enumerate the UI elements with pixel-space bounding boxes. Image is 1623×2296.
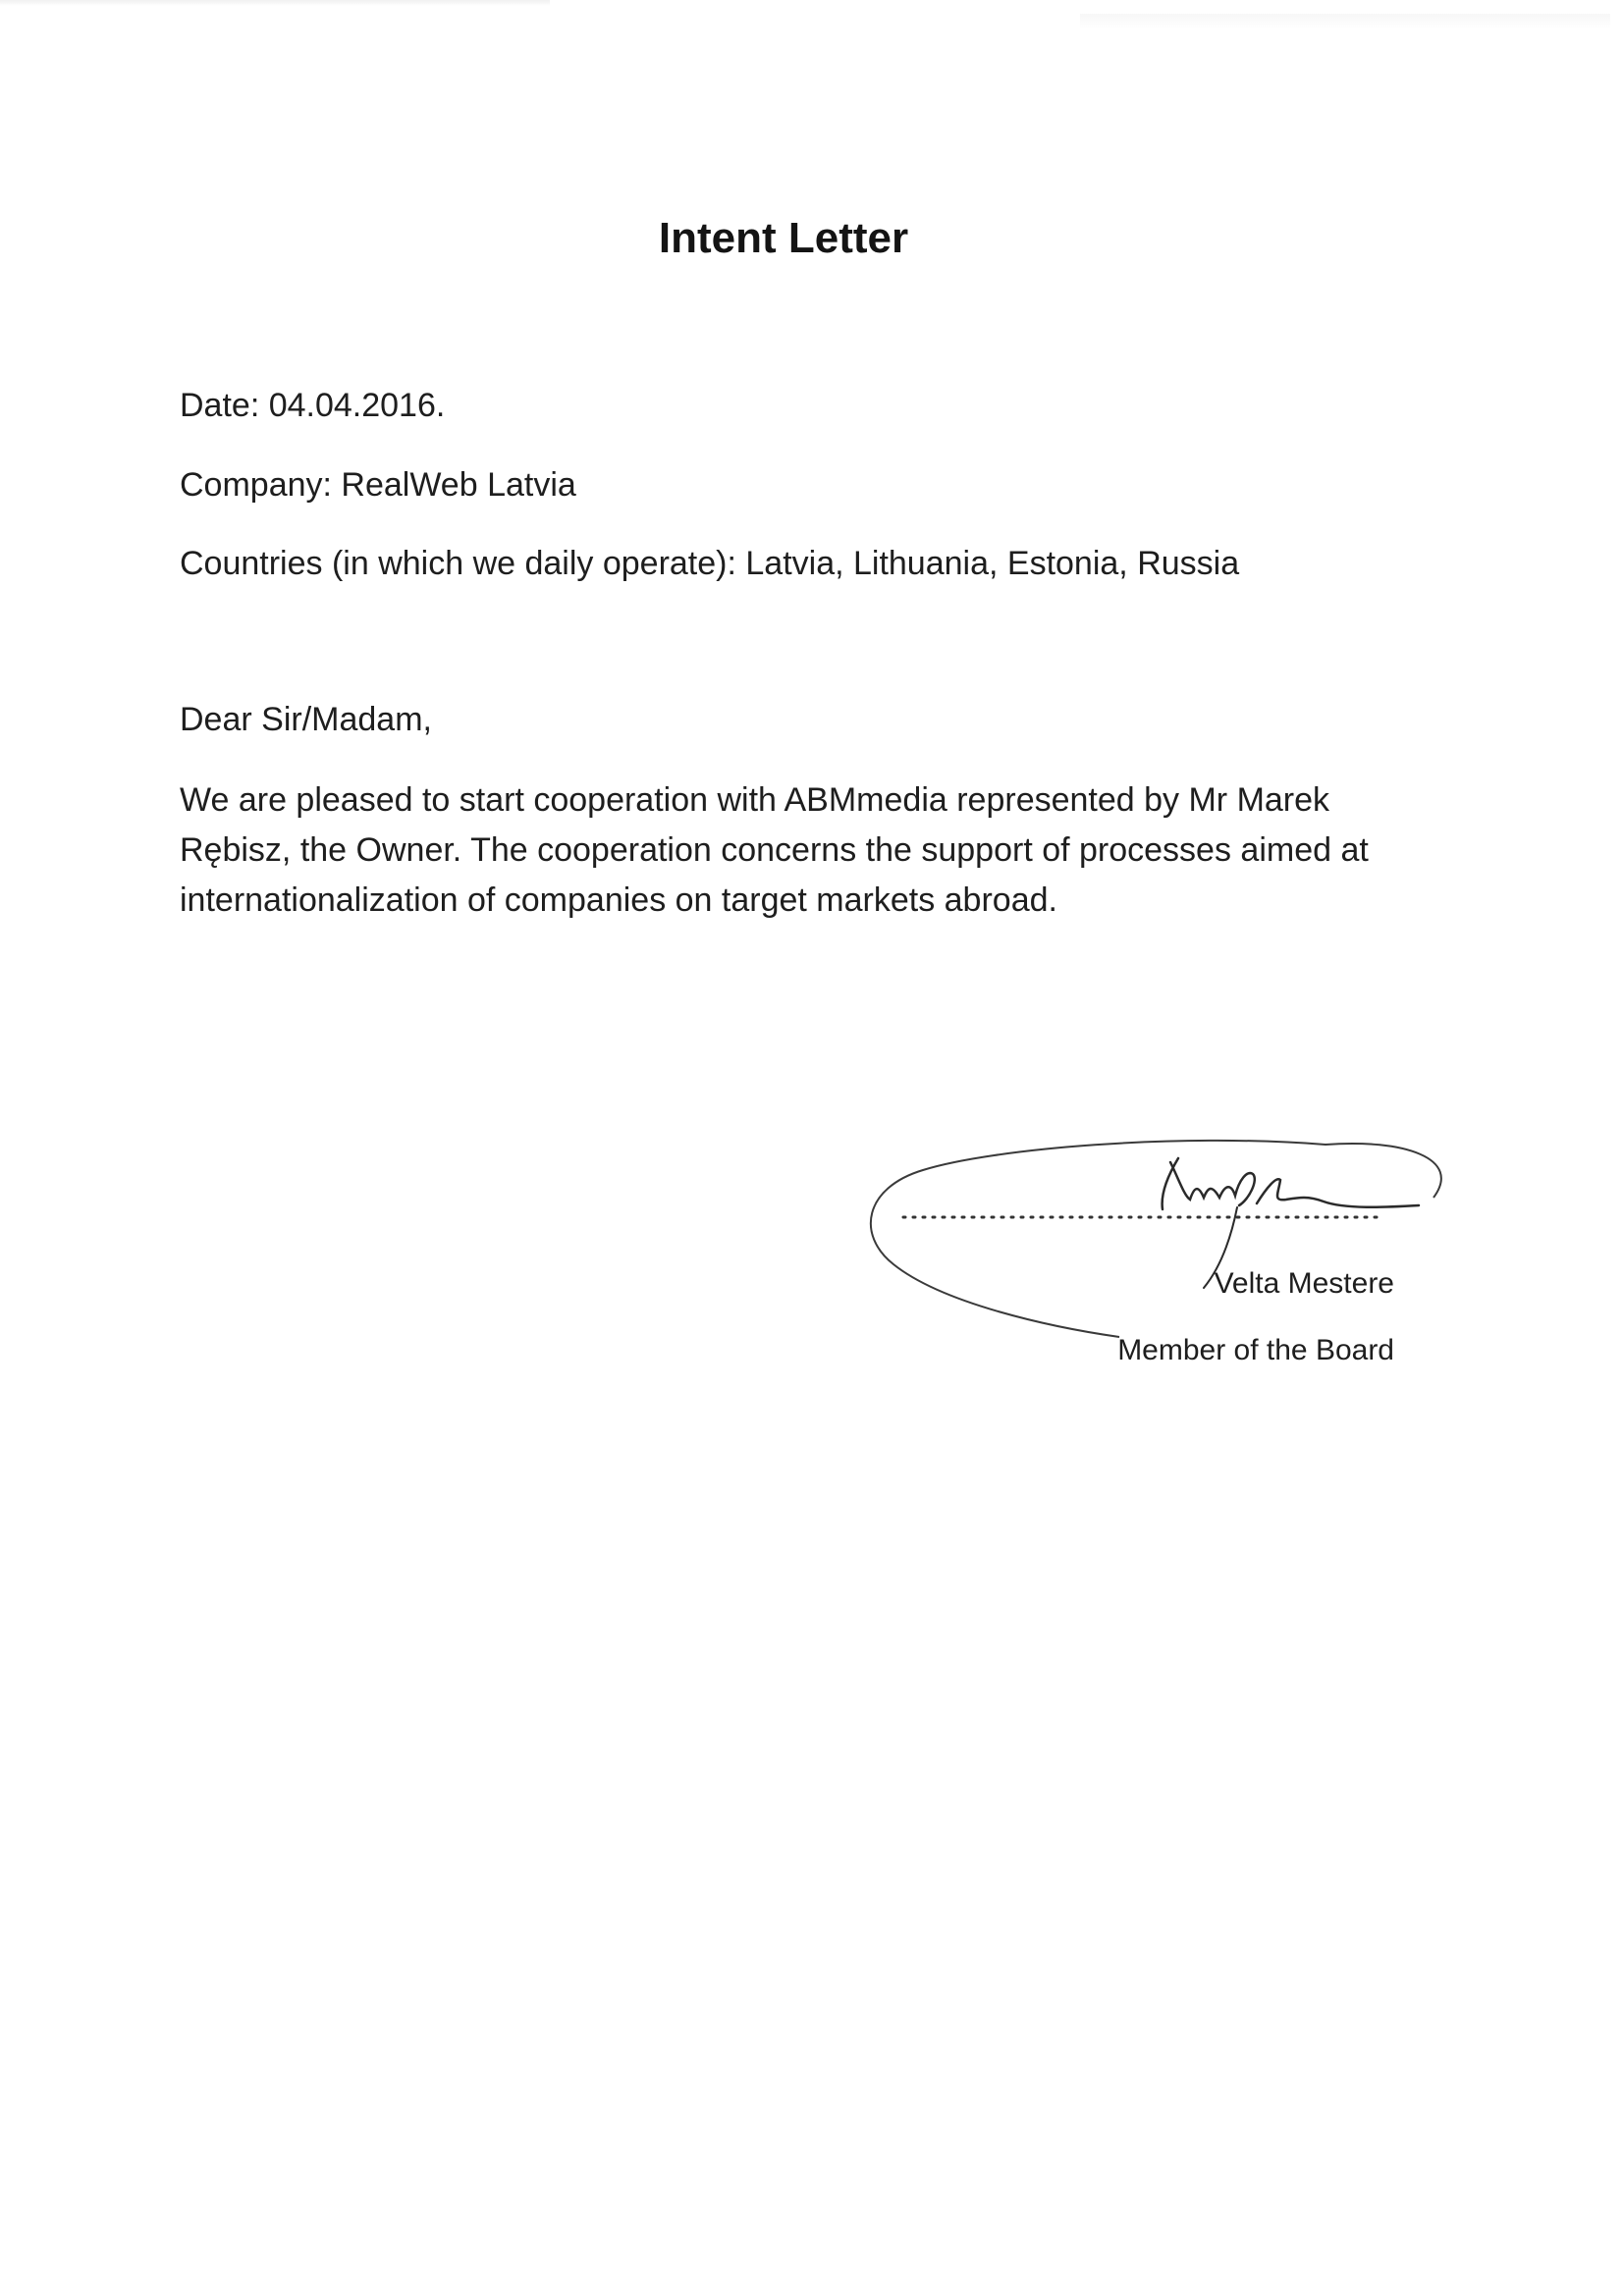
countries-line: Countries (in which we daily operate): Latvia, Lithuania, Estonia, Russia <box>180 545 1240 582</box>
salutation: Dear Sir/Madam, <box>180 701 432 738</box>
letter-title: Intent Letter <box>658 214 909 262</box>
signer-name: Velta Mestere <box>1214 1267 1394 1300</box>
scan-shadow-top <box>0 0 550 6</box>
scan-shadow-top-right <box>1080 14 1610 29</box>
signature-handwriting <box>1163 1158 1419 1209</box>
signer-title: Member of the Board <box>1117 1334 1394 1366</box>
signature-block <box>854 1119 1453 1394</box>
letter-body: We are pleased to start cooperation with ABMmedia represented by Mr Marek Rębisz, the Owner. The cooperation concerns the support of processes aimed at internationalization of companies on target markets abroad. <box>180 781 1369 919</box>
company-line: Company: RealWeb Latvia <box>180 466 576 504</box>
signature-flourish <box>871 1141 1441 1337</box>
date-line: Date: 04.04.2016. <box>180 387 446 424</box>
